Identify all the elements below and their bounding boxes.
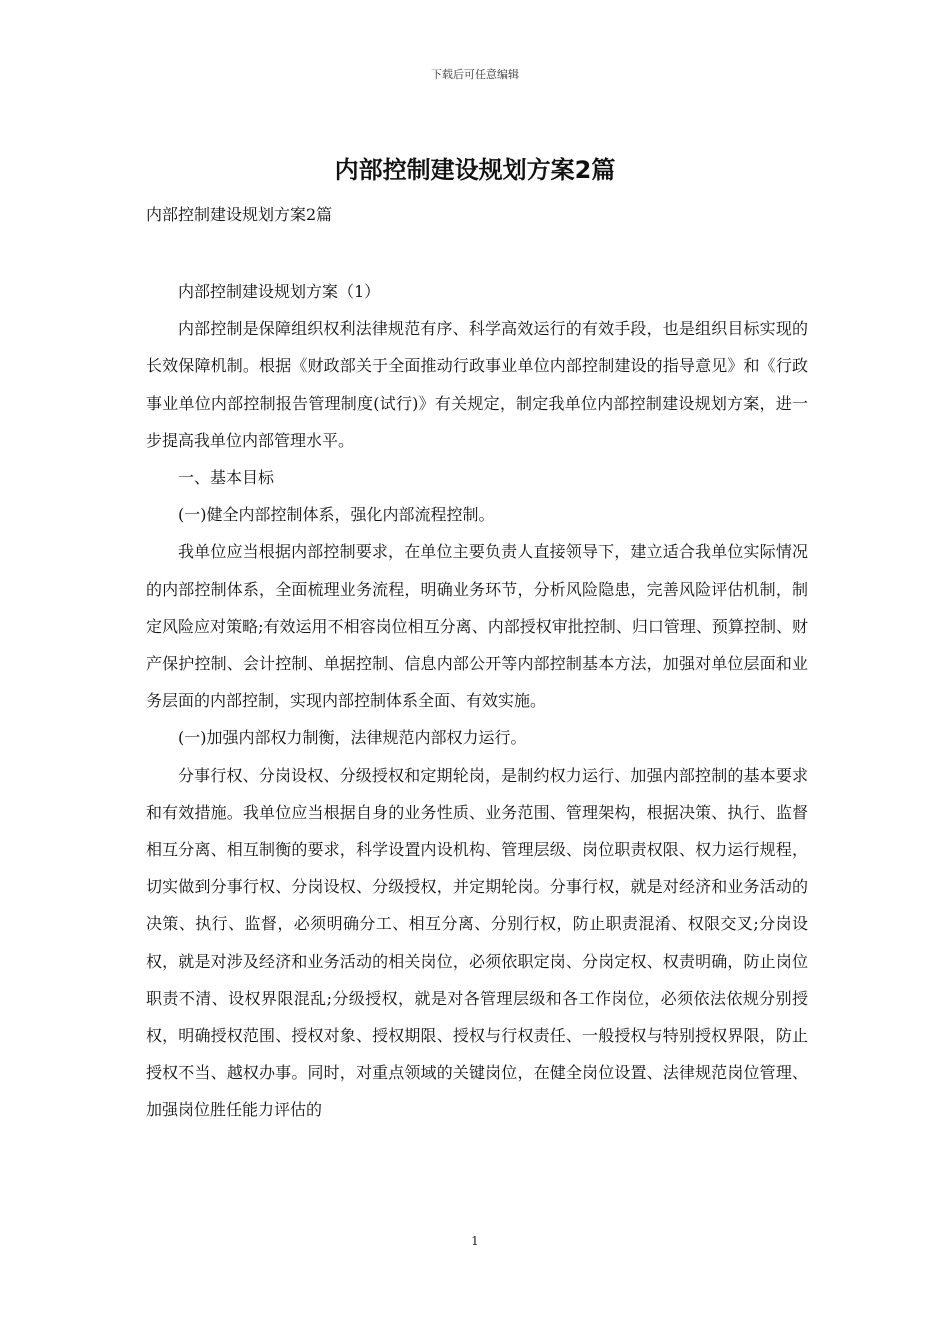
document-subtitle: 内部控制建设规划方案2篇 — [146, 205, 333, 224]
paragraph-subheading-2: (一)加强内部权力制衡，法律规范内部权力运行。 — [178, 728, 527, 748]
paragraph-intro: 内部控制是保障组织权利法律规范有序、科学高效运行的有效手段，也是组织目标实现的长效保障机制。根据《财政部关于全面推动行政事业单位内部控制建设的指导意见》和《行政事业单位内部控制报告管理制度(试行)》有关规定，制定我单位内部控制建设规划方案，进一步提高我单位内部管理水平。 — [146, 319, 808, 450]
page-number: 1 — [471, 1234, 479, 1248]
paragraph-subheading-1: (一)健全内部控制体系，强化内部流程控制。 — [178, 505, 495, 525]
header-note: 下载后可任意编辑 — [431, 68, 519, 81]
document-title: 内部控制建设规划方案2篇 — [334, 156, 616, 184]
paragraph-section-heading: 内部控制建设规划方案（1） — [178, 282, 381, 301]
document-body — [146, 273, 808, 1129]
paragraph-body-2: 分事行权、分岗设权、分级授权和定期轮岗，是制约权力运行、加强内部控制的基本要求和有效措施。我单位应当根据自身的业务性质、业务范围、管理架构，根据决策、执行、监督相互分离、相互制衡的要求，科学设置内设机构、管理层级、岗位职责权限、权力运行规程，切实做到分事行权、分岗设权、分级授权，并定期轮岗。分事行权，就是对经济和业务活动的决策、执行、监督，必须明确分工、相互分离、分别行权，防止职责混淆、权限交叉;分岗设权，就是对涉及经济和业务活动的相关岗位，必须依职定岗、分岗定权、权责明确，防止岗位职责不清、设权界限混乱;分级授权，就是对各管理层级和各工作岗位，必须依法依规分别授权，明确授权范围、授权对象、授权期限、授权与行权责任、一般授权与特别授权界限，防止授权不当、越权办事。同时，对重点领域的关键岗位，在健全岗位设置、法律规范岗位管理、加强岗位胜任能力评估的 — [146, 765, 808, 1120]
paragraph-body-1: 我单位应当根据内部控制要求，在单位主要负责人直接领导下，建立适合我单位实际情况的内部控制体系，全面梳理业务流程，明确业务环节，分析风险隐患，完善风险评估机制，制定风险应对策略;有效运用不相容岗位相互分离、内部授权审批控制、归口管理、预算控制、财产保护控制、会计控制、单据控制、信息内部公开等内部控制基本方法，加强对单位层面和业务层面的内部控制，实现内部控制体系全面、有效实施。 — [146, 542, 808, 711]
paragraph-basic-goals-heading: 一、基本目标 — [178, 468, 275, 488]
